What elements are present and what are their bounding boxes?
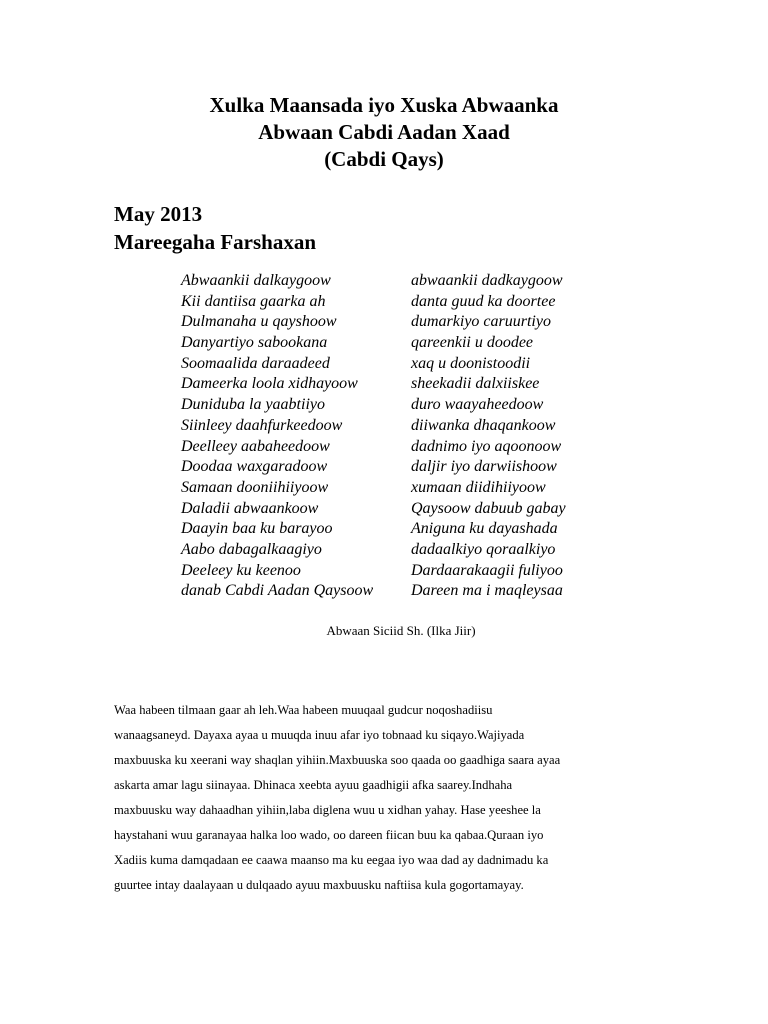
- poem-author: Abwaan Siciid Sh. (Ilka Jiir): [326, 623, 476, 638]
- poem-line-left: Samaan dooniihiiyoow: [181, 478, 329, 496]
- poem-line-left: danab Cabdi Aadan Qaysoow: [181, 582, 374, 600]
- title-line-2: Abwaan Cabdi Aadan Xaad: [258, 120, 510, 144]
- poem-line-left: Doodaa waxgaradoow: [181, 458, 328, 476]
- document-source: Mareegaha Farshaxan: [114, 230, 317, 254]
- prose-line: Xadiis kuma damqadaan ee caawa maanso ma ku eegaa iyo waa dad ay dadnimadu ka: [114, 853, 549, 867]
- poem-line-left: Aabo dabagalkaagiyo: [181, 540, 322, 558]
- prose-line: askarta amar lagu siinayaa. Dhinaca xeebta ayuu gaadhigii afka saarey.Indhaha: [114, 778, 513, 792]
- document-title: [0, 92, 768, 173]
- prose-line: maxbuuska ku xeerani way shaqlan yihiin.Maxbuuska soo qaada oo gaadhiga saara ayaa: [114, 753, 561, 767]
- prose-paragraph: [114, 698, 674, 898]
- poem-line-left: Deelleey aabaheedoow: [181, 437, 330, 455]
- poem-line-right: daljir iyo darwiishoow: [411, 458, 557, 476]
- poem-line-right: Aniguna ku dayashada: [411, 520, 558, 538]
- poem-line-left: Daladii abwaankoow: [181, 499, 319, 517]
- document-meta: [114, 200, 316, 256]
- poem-line-left: Danyartiyo sabookana: [181, 334, 328, 352]
- poem-line-right: Dareen ma i maqleysaa: [411, 582, 563, 600]
- poem-line-right: dumarkiyo caruurtiyo: [411, 313, 551, 331]
- poem-line-right: danta guud ka doortee: [411, 292, 556, 310]
- poem-line-right: dadaalkiyo qoraalkiyo: [411, 540, 556, 558]
- poem-line-right: duro waayaheedoow: [411, 396, 544, 414]
- poem-line-right: abwaankii dadkaygoow: [411, 272, 563, 289]
- poem-line-left: Siinleey daahfurkeedoow: [181, 416, 343, 434]
- poem-line-left: Daayin baa ku barayoo: [181, 520, 333, 538]
- prose-line: haystahani wuu garanayaa halka loo wado, oo dareen fiican buu ka qabaa.Quraan iyo: [114, 828, 544, 842]
- poem-line-right: Qaysoow dabuub gabay: [411, 499, 566, 517]
- poem-line-left: Kii dantiisa gaarka ah: [181, 292, 326, 310]
- title-line-1: Xulka Maansada iyo Xuska Abwaanka: [209, 93, 559, 117]
- poem-line-left: Soomaalida daraadeed: [181, 354, 330, 372]
- prose-line: wanaagsaneyd. Dayaxa ayaa u muuqda inuu afar iyo tobnaad ku siqayo.Wajiyada: [114, 728, 525, 742]
- poem-line-left: Abwaankii dalkaygoow: [181, 272, 331, 289]
- poem-line-right: Dardaarakaagii fuliyoo: [411, 561, 563, 579]
- poem-line-left: Dameerka loola xidhayoow: [181, 375, 358, 393]
- prose-line: Waa habeen tilmaan gaar ah leh.Waa habeen muuqaal gudcur noqoshadiisu: [114, 703, 493, 717]
- poem-line-right: qareenkii u doodee: [411, 334, 534, 352]
- prose-line: guurtee intay daalayaan u dulqaado ayuu maxbuusku naftiisa kula gogortamayay.: [114, 878, 524, 892]
- poem-line-right: diiwanka dhaqankoow: [411, 416, 556, 434]
- title-line-3: (Cabdi Qays): [324, 147, 444, 171]
- document-date: May 2013: [114, 202, 203, 226]
- poem-line-right: sheekadii dalxiiskee: [411, 375, 540, 393]
- poem-line-left: Dulmanaha u qayshoow: [181, 313, 337, 331]
- poem-line-right: xumaan diidihiiyoow: [411, 478, 546, 496]
- poem-line-right: xaq u doonistoodii: [411, 354, 531, 372]
- prose-line: maxbuusku way dahaadhan yihiin,laba diglena wuu u xidhan yahay. Hase yeeshee la: [114, 803, 541, 817]
- poem-line-right: dadnimo iyo aqoonoow: [411, 437, 562, 455]
- poem-line-left: Duniduba la yaabtiiyo: [181, 396, 325, 414]
- poem-line-left: Deeleey ku keenoo: [181, 561, 301, 579]
